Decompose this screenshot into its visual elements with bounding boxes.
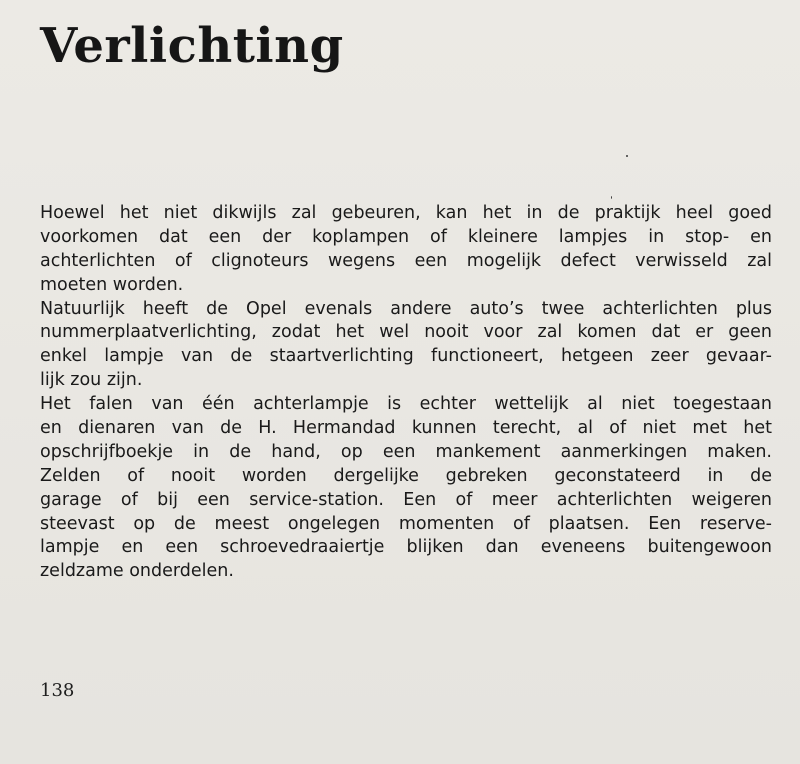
text-line: nummerplaatverlichting, zodat het wel nooit voor zal komen dat er geen	[40, 322, 772, 343]
text-line: achterlichten of clignoteurs wegens een mogelijk defect verwisseld zal	[40, 250, 772, 271]
text-line: Natuurlijk heeft de Opel evenals andere auto’s twee achterlichten plus	[40, 298, 772, 319]
text-line: garage of bij een service-station. Een of meer achterlichten weigeren	[40, 489, 772, 510]
text-line: Het falen van één achterlampje is echter wettelijk al niet toegestaan	[40, 394, 772, 415]
text-line: voorkomen dat een der koplampen of kleinere lampjes in stop- en	[40, 226, 772, 247]
text-line: en dienaren van de H. Hermandad kunnen terecht, al of niet met het	[40, 418, 772, 439]
body-text	[40, 202, 772, 584]
text-line: lijk zou zijn.	[40, 370, 143, 391]
text-line: zeldzame onderdelen.	[40, 561, 234, 582]
text-line: lampje en een schroevedraaiertje blijken dan eveneens buitengewoon	[40, 537, 772, 558]
page-number: 138	[40, 680, 75, 701]
paper-speck	[626, 155, 628, 157]
page-title: Verlichting	[40, 18, 344, 74]
text-line: steevast op de meest ongelegen momenten of plaatsen. Een reserve-	[40, 513, 772, 534]
text-line: enkel lampje van de staartverlichting functioneert, hetgeen zeer gevaar-	[40, 346, 772, 367]
paper-speck	[611, 196, 612, 199]
text-line: moeten worden.	[40, 274, 184, 295]
text-line: opschrijfboekje in de hand, op een mankement aanmerkingen maken.	[40, 441, 772, 462]
text-line: Zelden of nooit worden dergelijke gebreken geconstateerd in de	[40, 465, 772, 486]
text-line: Hoewel het niet dikwijls zal gebeuren, kan het in de praktijk heel goed	[40, 203, 772, 223]
